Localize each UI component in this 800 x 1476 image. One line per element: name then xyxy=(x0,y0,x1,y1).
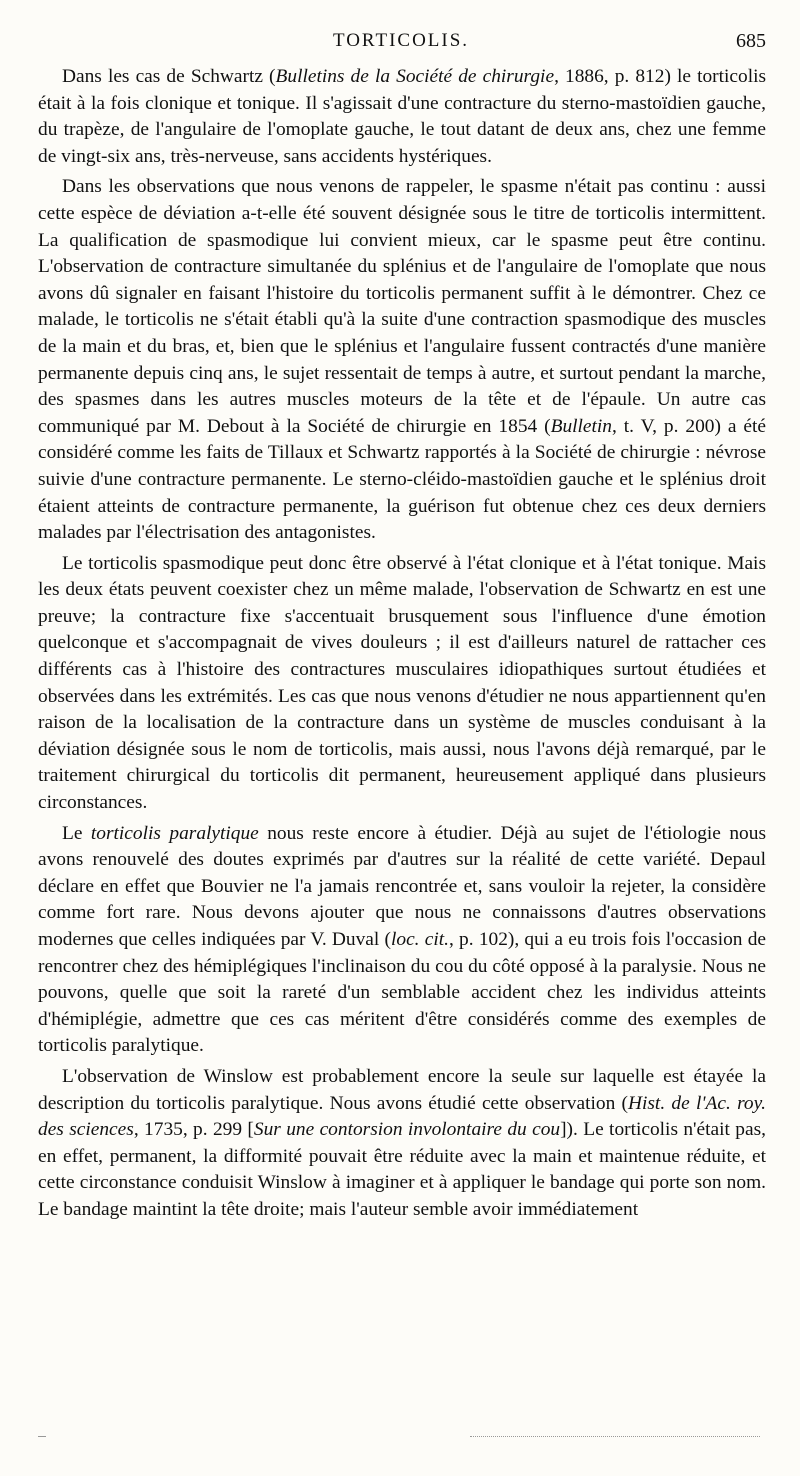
footer-mark xyxy=(38,1436,46,1437)
italic-text: Bulletin xyxy=(550,415,613,437)
text-run: Dans les observations que nous venons de rappeler, le spasme n'était pas continu : aussi cette espèce de déviation a-t-elle été souvent désignée sous le titre de torticolis intermittent. La qualification de spasmodique lui convient mieux, car le spasme peut être continu. L'observation de contracture simultanée du splénius et de l'angulaire de l'omoplate que nous avons dû signaler en faisant l'histoire du torticolis permanent suffit à le démontrer. Chez ce malade, le torticolis ne s'était établi qu'à la suite d'une contraction spasmodique des muscles de la main et du bras, et, bien que le splénius et l'angulaire fussent contractés d'une manière permanente depuis cinq ans, le sujet ressentait de temps à autre, et surtout pendant la marche, des spasmes dans les autres muscles moteurs de la tête et de l'épaule. Un autre cas communiqué par M. Debout à la Société de chirurgie en 1854 ( xyxy=(38,176,766,437)
footer-rule xyxy=(470,1436,760,1437)
paragraph xyxy=(38,174,766,546)
text-run: nous reste encore à étudier. Déjà au sujet de l'étiologie nous avons renouvelé des doutes exprimés par d'autres sur la réalité de cette variété. Depaul déclare en effet que Bouvier ne l'a jamais rencontrée et, sans vouloir la rejeter, la considère comme fort rare. Nous devons ajouter que nous ne connaissons d'autres observations modernes que celles indiquées par V. Duval ( xyxy=(38,822,766,950)
text-run: , 1735, p. 299 [ xyxy=(133,1119,254,1141)
page-number: 685 xyxy=(736,30,766,52)
italic-text: Bulletins de la Société de chirurgie xyxy=(275,66,555,87)
text-run: ]). Le torticolis n'était pas, en effet, permanent, la difformité pouvait être réduite avec la main et maintenue réduite, et cette circonstance conduisit Winslow à imaginer et à appliquer le bandage qui porte son nom. Le bandage maintint la tête droite; mais l'auteur semble avoir immédiatement xyxy=(38,1119,766,1220)
text-run: , 1886, p. 812) le torticolis était à la fois clonique et tonique. Il s'agissait d'une contracture du sterno-mastoïdien gauche, du trapèze, de l'angulaire de l'omoplate gauche, le tout datant de deux ans, chez une femme de vingt-six ans, très-nerveuse, sans accidents hystériques. xyxy=(38,66,767,167)
paragraph xyxy=(38,64,766,170)
text-run: , t. V, p. 200) a été considéré comme les faits de Tillaux et Schwartz rapportés à la Société de chirurgie : névrose suivie d'une contracture permanente. Le sterno-cléido-mastoïdien gauche et le splénius droit étaient atteints de contracture permanente, la guérison fut obtenue chez ces deux derniers malades par l'électrisation des antagonistes. xyxy=(38,415,766,544)
paragraph xyxy=(38,1064,766,1224)
text-run: Le xyxy=(62,822,91,844)
page-header xyxy=(36,30,766,60)
italic-text: Sur une contorsion involontaire du cou xyxy=(253,1119,561,1141)
italic-text: loc. cit. xyxy=(390,929,449,950)
paragraph xyxy=(38,551,766,817)
paragraph xyxy=(38,821,766,1060)
text-run: Dans les cas de Schwartz ( xyxy=(62,66,276,87)
italic-text: torticolis paralytique xyxy=(90,822,259,844)
text-run: , p. 102), qui a eu trois fois l'occasion de rencontrer chez des hémiplégiques l'inclinaison du cou du côté opposé à la paralysie. Nous ne pouvons, quelle que soit la rareté d'un semblable accident chez les individus atteints d'hémiplégie, admettre que ces cas méritent d'être considérés comme des exemples de torticolis paralytique. xyxy=(38,929,767,1057)
italic-text: Hist. de l'Ac. roy. des sciences xyxy=(38,1092,766,1141)
text-run: L'observation de Winslow est probablement encore la seule sur laquelle est étayée la description du torticolis paralytique. Nous avons étudié cette observation ( xyxy=(38,1065,766,1114)
text-run: Le torticolis spasmodique peut donc être observé à l'état clonique et à l'état tonique. Mais les deux états peuvent coexister chez un même malade, l'observation de Schwartz en est une preuve; la contracture fixe s'accentuait brusquement sous l'influence d'une émotion quelconque et s'accompagnait de vives douleurs ; il est d'ailleurs naturel de rattacher ces différents cas à l'histoire des contractures musculaires idiopathiques surtout étudiées et observées dans les extrémités. Les cas que nous venons d'étudier ne nous appartiennent qu'en raison de la localisation de la contracture dans un système de muscles conduisant à la déviation désignée sous le nom de torticolis, mais aussi, nous l'avons déjà remarqué, par le traitement chirurgical du torticolis dit permanent, heureusement appliqué dans plusieurs circonstances. xyxy=(38,552,766,814)
running-title: TORTICOLIS. xyxy=(332,30,470,51)
body-text xyxy=(38,64,766,1228)
